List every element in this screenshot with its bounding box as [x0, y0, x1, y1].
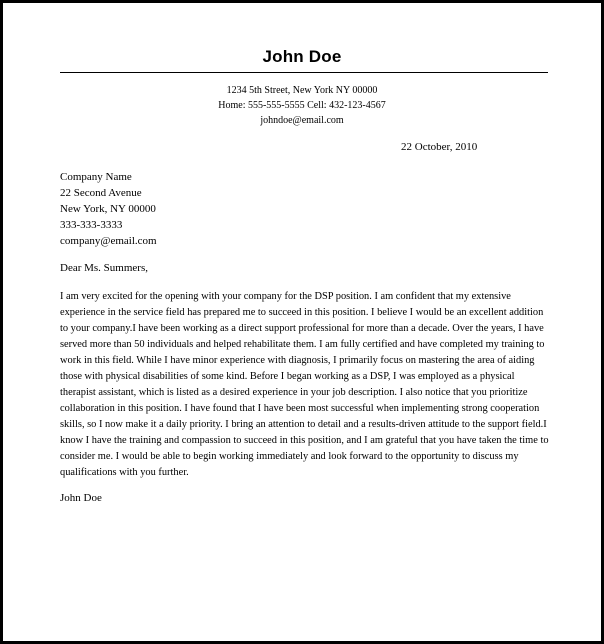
recipient-block — [60, 169, 157, 249]
header-divider — [60, 72, 548, 73]
recipient-email: company@email.com — [60, 235, 157, 247]
sender-email: johndoe@email.com — [260, 115, 344, 126]
recipient-phone: 333-333-3333 — [60, 219, 123, 231]
sender-address: 1234 5th Street, New York NY 00000 — [226, 85, 378, 96]
letter-date: 22 October, 2010 — [401, 141, 478, 153]
salutation: Dear Ms. Summers, — [60, 262, 148, 274]
signature-name: John Doe — [60, 492, 102, 504]
sender-phones: Home: 555-555-5555 Cell: 432-123-4567 — [218, 100, 386, 111]
recipient-city: New York, NY 00000 — [60, 203, 156, 215]
recipient-street: 22 Second Avenue — [60, 187, 142, 199]
recipient-company: Company Name — [60, 171, 132, 183]
letter-body: I am very excited for the opening with your company for the DSP position. I am confident that my extensive experience in the service field has prepared me to succeed in this position. I believe I would be an excellent addition to your company.I have been working as a direct support professional for more than a decade. Over the years, I have served more than 50 individuals and helped rehabilitate them. I am fully certified and have completed my training to work in this field. While I have minor experience with diagnosis, I primarily focus on mastering the area of aiding those with physical disabilities of some kind. Before I began working as a DSP, I was employed as a physical therapist assistant, which is listed as a desired experience in your job description. I also notice that you prioritize collaboration in this position. I have found that I have been most successful when implementing strong cooperation skills, so I now make it a daily priority. I bring an attention to detail and a results-driven attitude to the support field.I know I have the training and compassion to succeed in this position, and I am grateful that you have taken the time to consider me. I would be able to begin working immediately and look forward to the opportunity to discuss my qualifications with you further. — [60, 291, 549, 478]
sender-name: John Doe — [262, 47, 342, 66]
sender-contact-block — [3, 83, 601, 128]
